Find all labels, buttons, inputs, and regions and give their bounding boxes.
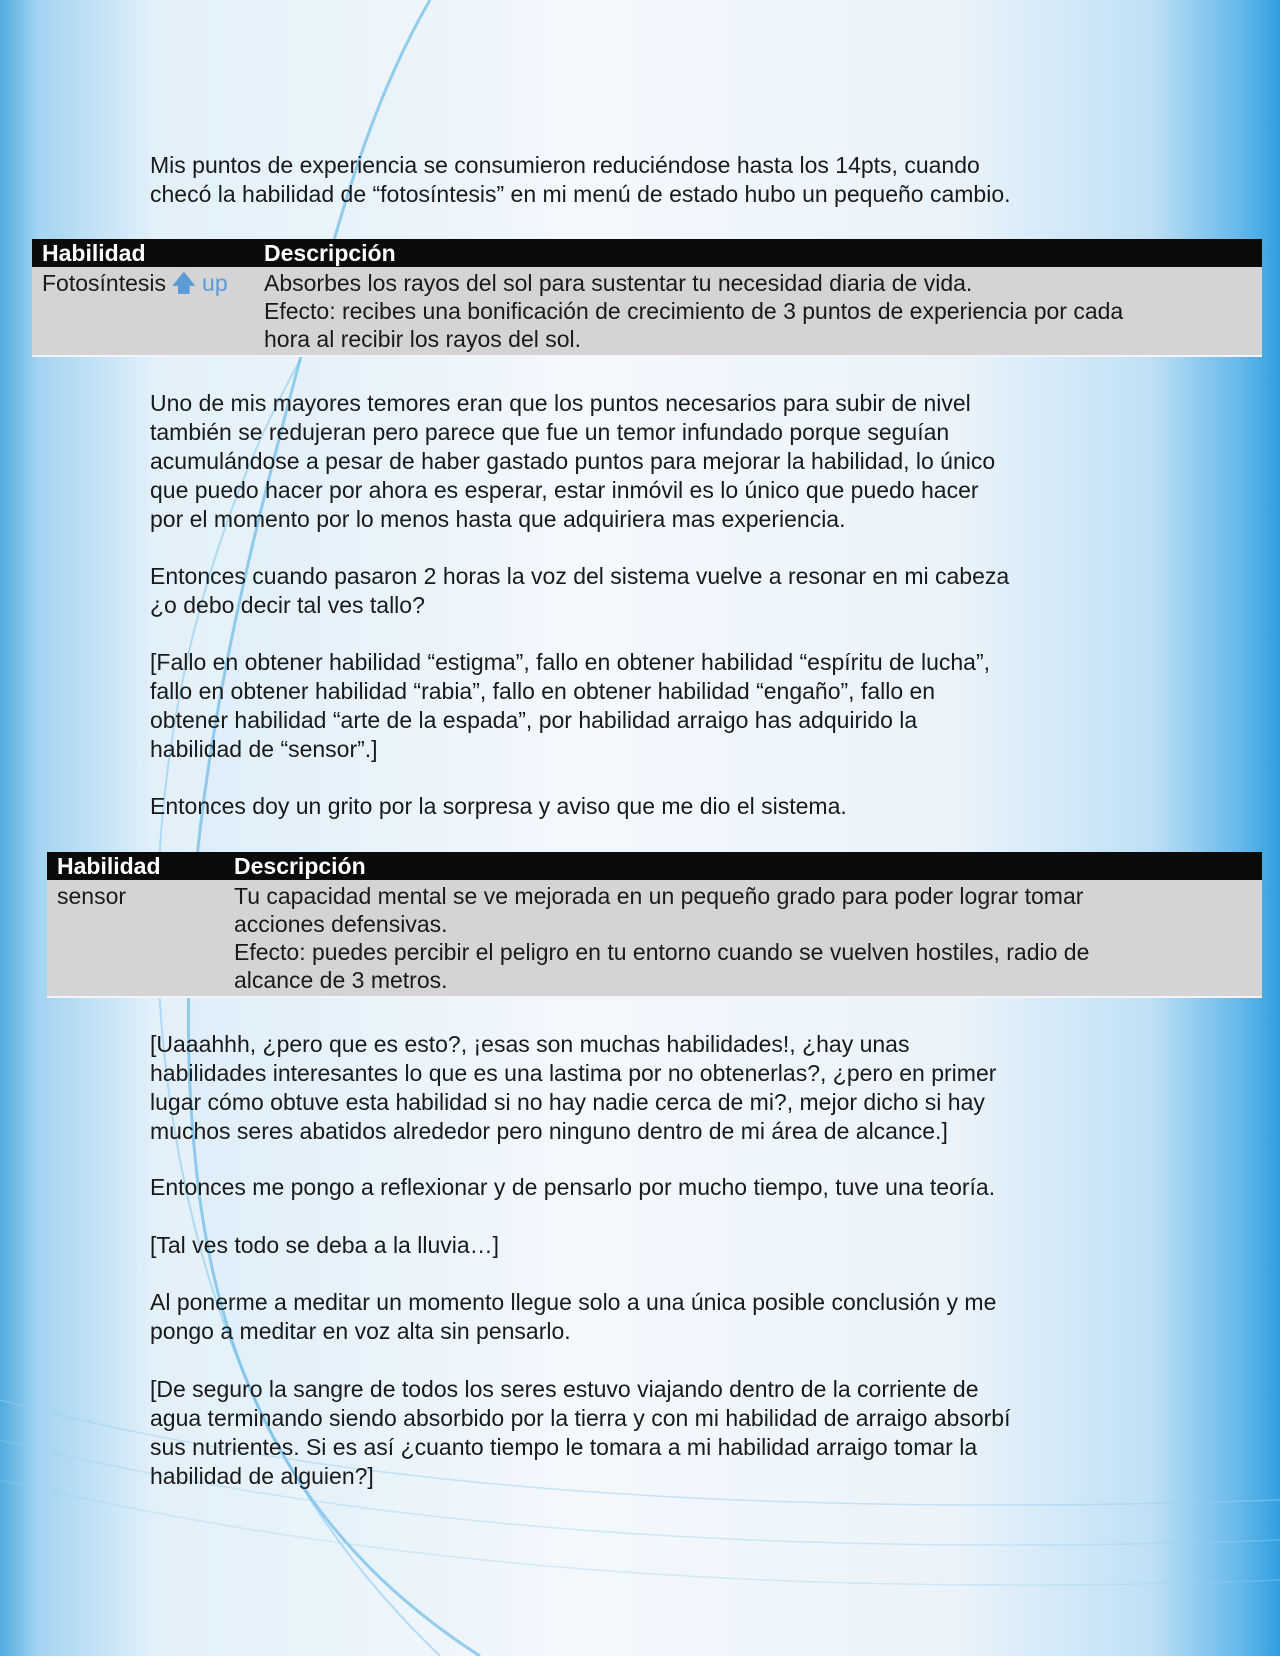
paragraph-4: [Fallo en obtener habilidad “estigma”, fallo en obtener habilidad “espíritu de lucha”, fallo en obtener habilidad “rabia”, fallo en obtener habilidad “engaño”, fallo en obtener habilidad “arte de la espada”, por habilidad arraigo has adquirido la habilidad de “sensor”.] — [150, 649, 991, 762]
header-skill: Habilidad — [47, 852, 224, 880]
header-description: Descripción — [254, 239, 1262, 267]
paragraph-7: Entonces me pongo a reflexionar y de pensarlo por mucho tiempo, tuve una teoría. — [150, 1174, 996, 1200]
up-label: up — [202, 270, 228, 296]
paragraph-5: Entonces doy un grito por la sorpresa y aviso que me dio el sistema. — [150, 793, 847, 819]
arrow-up-icon: 🡅 — [172, 270, 196, 296]
skill-name: sensor — [57, 883, 127, 909]
skill-table-sensor — [47, 852, 1262, 998]
table-header-row — [32, 239, 1262, 267]
skill-name-cell — [32, 267, 254, 356]
paragraph-6: [Uaaahhh, ¿pero que es esto?, ¡esas son muchas habilidades!, ¿hay unas habilidades interesantes lo que es una lastima por no obtenerlas?, ¿pero en primer lugar cómo obtuve esta habilidad si no hay nadie cerca de mi?, mejor dicho si hay muchos seres abatidos alrededor pero ninguno dentro de mi área de alcance.] — [150, 1031, 997, 1144]
paragraph-9: Al ponerme a meditar un momento llegue solo a una única posible conclusión y me pongo a meditar en voz alta sin pensarlo. — [150, 1289, 997, 1344]
paragraph-8: [Tal ves todo se deba a la lluvia…] — [150, 1232, 500, 1258]
paragraph-2: Uno de mis mayores temores eran que los puntos necesarios para subir de nivel también se redujeran pero parece que fue un temor infundado porque seguían acumulándose a pesar de haber gastado puntos para mejorar la habilidad, lo único que puedo hacer por ahora es esperar, estar inmóvil es lo único que puedo hacer por el momento por lo menos hasta que adquiriera mas experiencia. — [150, 390, 996, 532]
table-row — [32, 267, 1262, 356]
skill-description: Tu capacidad mental se ve mejorada en un pequeño grado para poder lograr tomar acciones defensivas. Efecto: puedes percibir el peligro en tu entorno cuando se vuelven hostiles, radio de alcance de 3 metros. — [234, 883, 1090, 993]
skill-table-photosynthesis — [32, 239, 1262, 357]
paragraph-1: Mis puntos de experiencia se consumieron reduciéndose hasta los 14pts, cuando checó la habilidad de “fotosíntesis” en mi menú de estado hubo un pequeño cambio. — [150, 152, 1011, 207]
table-row — [47, 880, 1262, 997]
header-skill: Habilidad — [32, 239, 254, 267]
paragraph-10: [De seguro la sangre de todos los seres estuvo viajando dentro de la corriente de agua terminando siendo absorbido por la tierra y con mi habilidad de arraigo absorbí sus nutrientes. Si es así ¿cuanto tiempo le tomara a mi habilidad arraigo tomar la habilidad de alguien?] — [150, 1376, 1011, 1489]
paragraph-3: Entonces cuando pasaron 2 horas la voz del sistema vuelve a resonar en mi cabeza ¿o debo decir tal ves tallo? — [150, 563, 1010, 618]
table-header-row — [47, 852, 1262, 880]
skill-name: Fotosíntesis — [42, 270, 166, 296]
skill-description: Absorbes los rayos del sol para sustentar tu necesidad diaria de vida. Efecto: recibes una bonificación de crecimiento de 3 puntos de experiencia por cada hora al recibir los rayos del sol. — [264, 270, 1124, 352]
header-description: Descripción — [224, 852, 1262, 880]
